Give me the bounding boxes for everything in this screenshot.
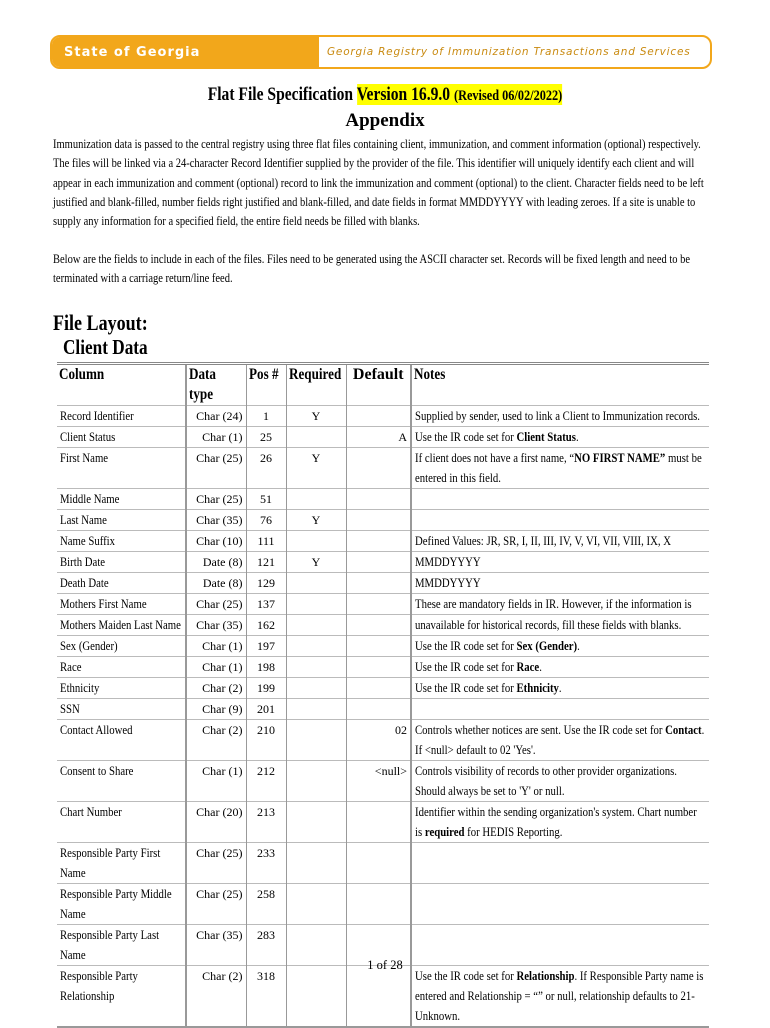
version-highlight — [357, 84, 563, 105]
cell-notes — [411, 510, 709, 531]
cell-default — [346, 531, 411, 552]
cell-data-type: Char (35) — [186, 510, 246, 531]
cell-notes: Use the IR code set for Relationship. If Responsible Party name is entered and Relationship = “” or null, relationship defaults to 21-Unknown. — [411, 966, 709, 1028]
cell-default — [346, 657, 411, 678]
table-row — [57, 552, 709, 573]
cell-default — [346, 615, 411, 636]
cell-notes: If client does not have a first name, “NO FIRST NAME” must be entered in this field. — [411, 448, 709, 489]
cell-column: SSN — [57, 699, 186, 720]
table-row — [57, 678, 709, 699]
header-default: Default — [346, 364, 411, 406]
cell-pos: 121 — [246, 552, 286, 573]
document-subtitle: Appendix — [345, 110, 425, 131]
cell-data-type: Char (9) — [186, 699, 246, 720]
cell-data-type: Char (2) — [186, 678, 246, 699]
cell-required — [286, 884, 346, 925]
cell-pos: 199 — [246, 678, 286, 699]
fields-paragraph: Below are the fields to include in each of the files. Files need to be generated using the ASCII character set. Records will be fixed length and need to be terminated with a carriage return/line feed. — [53, 252, 691, 286]
cell-pos: 129 — [246, 573, 286, 594]
client-data-heading: Client Data — [63, 335, 148, 359]
cell-pos: 51 — [246, 489, 286, 510]
cell-data-type: Char (25) — [186, 843, 246, 884]
cell-required — [286, 699, 346, 720]
header-required: Required — [286, 364, 346, 406]
page-number: 1 of 28 — [367, 958, 403, 972]
cell-notes — [411, 884, 709, 925]
cell-default: <null> — [346, 761, 411, 802]
cell-notes: unavailable for historical records, fill these fields with blanks. — [411, 615, 709, 636]
cell-required: Y — [286, 510, 346, 531]
cell-column: Mothers First Name — [57, 594, 186, 615]
cell-required — [286, 615, 346, 636]
table-row — [57, 615, 709, 636]
cell-notes: MMDDYYYY — [411, 552, 709, 573]
cell-notes — [411, 843, 709, 884]
cell-pos: 137 — [246, 594, 286, 615]
cell-data-type: Char (1) — [186, 636, 246, 657]
cell-pos: 26 — [246, 448, 286, 489]
table-row — [57, 448, 709, 489]
cell-required — [286, 657, 346, 678]
cell-data-type: Char (2) — [186, 720, 246, 761]
header-pos: Pos # — [246, 364, 286, 406]
client-data-table — [57, 362, 709, 1028]
header-notes: Notes — [411, 364, 709, 406]
cell-required: Y — [286, 552, 346, 573]
title-prefix: Flat File Specification — [207, 84, 357, 105]
cell-notes: Defined Values: JR, SR, I, II, III, IV, V, VI, VII, VIII, IX, X — [411, 531, 709, 552]
table-row — [57, 489, 709, 510]
cell-data-type: Char (25) — [186, 884, 246, 925]
title-version: Version 16.9.0 — [356, 84, 454, 105]
cell-required — [286, 636, 346, 657]
cell-default — [346, 448, 411, 489]
cell-default — [346, 843, 411, 884]
cell-pos: 197 — [246, 636, 286, 657]
cell-data-type: Char (25) — [186, 489, 246, 510]
table-row — [57, 802, 709, 843]
cell-column: Client Status — [57, 427, 186, 448]
table-row — [57, 843, 709, 884]
cell-default — [346, 510, 411, 531]
cell-notes: Supplied by sender, used to link a Client to Immunization records. — [411, 406, 709, 427]
cell-data-type: Char (25) — [186, 448, 246, 489]
cell-default — [346, 406, 411, 427]
cell-pos: 162 — [246, 615, 286, 636]
cell-data-type: Char (25) — [186, 594, 246, 615]
cell-column: Chart Number — [57, 802, 186, 843]
title-revised: (Revised 06/02/2022) — [453, 88, 563, 104]
header-column: Column — [57, 364, 186, 406]
table-row — [57, 720, 709, 761]
cell-default — [346, 884, 411, 925]
document-title — [69, 84, 700, 106]
cell-required — [286, 489, 346, 510]
header-banner — [50, 35, 712, 69]
cell-pos: 213 — [246, 802, 286, 843]
table-row — [57, 699, 709, 720]
cell-default: A — [346, 427, 411, 448]
cell-column: Contact Allowed — [57, 720, 186, 761]
table-row — [57, 636, 709, 657]
cell-data-type: Char (20) — [186, 802, 246, 843]
cell-column: Responsible Party First Name — [57, 843, 186, 884]
cell-data-type: Date (8) — [186, 573, 246, 594]
cell-default — [346, 699, 411, 720]
file-layout-heading: File Layout: — [53, 310, 148, 335]
cell-data-type: Char (10) — [186, 531, 246, 552]
cell-column: Consent to Share — [57, 761, 186, 802]
cell-data-type: Date (8) — [186, 552, 246, 573]
table-row — [57, 761, 709, 802]
cell-notes: Use the IR code set for Client Status. — [411, 427, 709, 448]
table-row — [57, 427, 709, 448]
header-data-type: Data type — [186, 364, 246, 406]
cell-column: Name Suffix — [57, 531, 186, 552]
cell-required — [286, 761, 346, 802]
cell-required — [286, 678, 346, 699]
cell-pos: 210 — [246, 720, 286, 761]
cell-column: Responsible Party Relationship — [57, 966, 186, 1028]
cell-pos: 76 — [246, 510, 286, 531]
cell-notes: Use the IR code set for Race. — [411, 657, 709, 678]
cell-default: 02 — [346, 720, 411, 761]
cell-default — [346, 489, 411, 510]
cell-pos: 318 — [246, 966, 286, 1028]
cell-column: Middle Name — [57, 489, 186, 510]
cell-pos: 283 — [246, 925, 286, 966]
table-row — [57, 573, 709, 594]
cell-pos: 1 — [246, 406, 286, 427]
cell-default — [346, 678, 411, 699]
intro-paragraph: Immunization data is passed to the central registry using three flat files containing client, immunization, and comment information (optional) respectively. The files will be linked via a 24-character Record Identifier supplied by the provider of the file. This identifier will uniquely identify each client and will appear in each immunization and comment (optional) record to link the immunization and comment (optional) to the client. Character fields need to be left justified and blank-filled, number fields right justified and blank-filled, and date fields in format MMDDYYYY with leading zeroes. If a site is unable to supply any information for a specified field, the entire field needs be filled with blanks. — [53, 137, 704, 229]
cell-required — [286, 594, 346, 615]
cell-required — [286, 573, 346, 594]
table-row — [57, 966, 709, 1028]
cell-data-type: Char (1) — [186, 657, 246, 678]
cell-pos: 198 — [246, 657, 286, 678]
cell-required — [286, 802, 346, 843]
cell-notes: Use the IR code set for Sex (Gender). — [411, 636, 709, 657]
cell-data-type: Char (1) — [186, 427, 246, 448]
cell-column: Responsible Party Middle Name — [57, 884, 186, 925]
cell-default — [346, 594, 411, 615]
cell-column: Last Name — [57, 510, 186, 531]
cell-notes: Controls whether notices are sent. Use the IR code set for Contact. If <null> default to 02 'Yes'. — [411, 720, 709, 761]
cell-default — [346, 636, 411, 657]
state-label: State of Georgia — [52, 37, 319, 67]
cell-notes — [411, 699, 709, 720]
registry-label: Georgia Registry of Immunization Transactions and Services — [327, 46, 691, 58]
cell-required: Y — [286, 406, 346, 427]
cell-pos: 201 — [246, 699, 286, 720]
cell-default — [346, 802, 411, 843]
cell-notes: These are mandatory fields in IR. However, if the information is — [411, 594, 709, 615]
cell-pos: 258 — [246, 884, 286, 925]
table-row — [57, 657, 709, 678]
cell-data-type: Char (2) — [186, 966, 246, 1028]
cell-data-type: Char (35) — [186, 925, 246, 966]
cell-required — [286, 966, 346, 1028]
cell-column: Ethnicity — [57, 678, 186, 699]
table-row — [57, 406, 709, 427]
table-row — [57, 531, 709, 552]
cell-default — [346, 552, 411, 573]
cell-default — [346, 573, 411, 594]
cell-required: Y — [286, 448, 346, 489]
cell-required — [286, 720, 346, 761]
cell-pos: 111 — [246, 531, 286, 552]
cell-notes — [411, 489, 709, 510]
cell-required — [286, 531, 346, 552]
table-row — [57, 510, 709, 531]
table-row — [57, 884, 709, 925]
cell-column: Mothers Maiden Last Name — [57, 615, 186, 636]
cell-default — [346, 966, 411, 1028]
cell-data-type: Char (1) — [186, 761, 246, 802]
cell-required — [286, 427, 346, 448]
cell-column: Record Identifier — [57, 406, 186, 427]
cell-data-type: Char (35) — [186, 615, 246, 636]
cell-notes: Identifier within the sending organization's system. Chart number is required for HEDIS Reporting. — [411, 802, 709, 843]
cell-data-type: Char (24) — [186, 406, 246, 427]
cell-notes: MMDDYYYY — [411, 573, 709, 594]
cell-pos: 212 — [246, 761, 286, 802]
cell-pos: 233 — [246, 843, 286, 884]
cell-column: First Name — [57, 448, 186, 489]
cell-notes: Controls visibility of records to other provider organizations. Should always be set to 'Y' or null. — [411, 761, 709, 802]
cell-column: Race — [57, 657, 186, 678]
cell-column: Death Date — [57, 573, 186, 594]
cell-column: Responsible Party Last Name — [57, 925, 186, 966]
cell-required — [286, 843, 346, 884]
cell-column: Sex (Gender) — [57, 636, 186, 657]
table-row — [57, 594, 709, 615]
cell-column: Birth Date — [57, 552, 186, 573]
table-header-row — [57, 364, 709, 406]
cell-pos: 25 — [246, 427, 286, 448]
cell-notes: Use the IR code set for Ethnicity. — [411, 678, 709, 699]
